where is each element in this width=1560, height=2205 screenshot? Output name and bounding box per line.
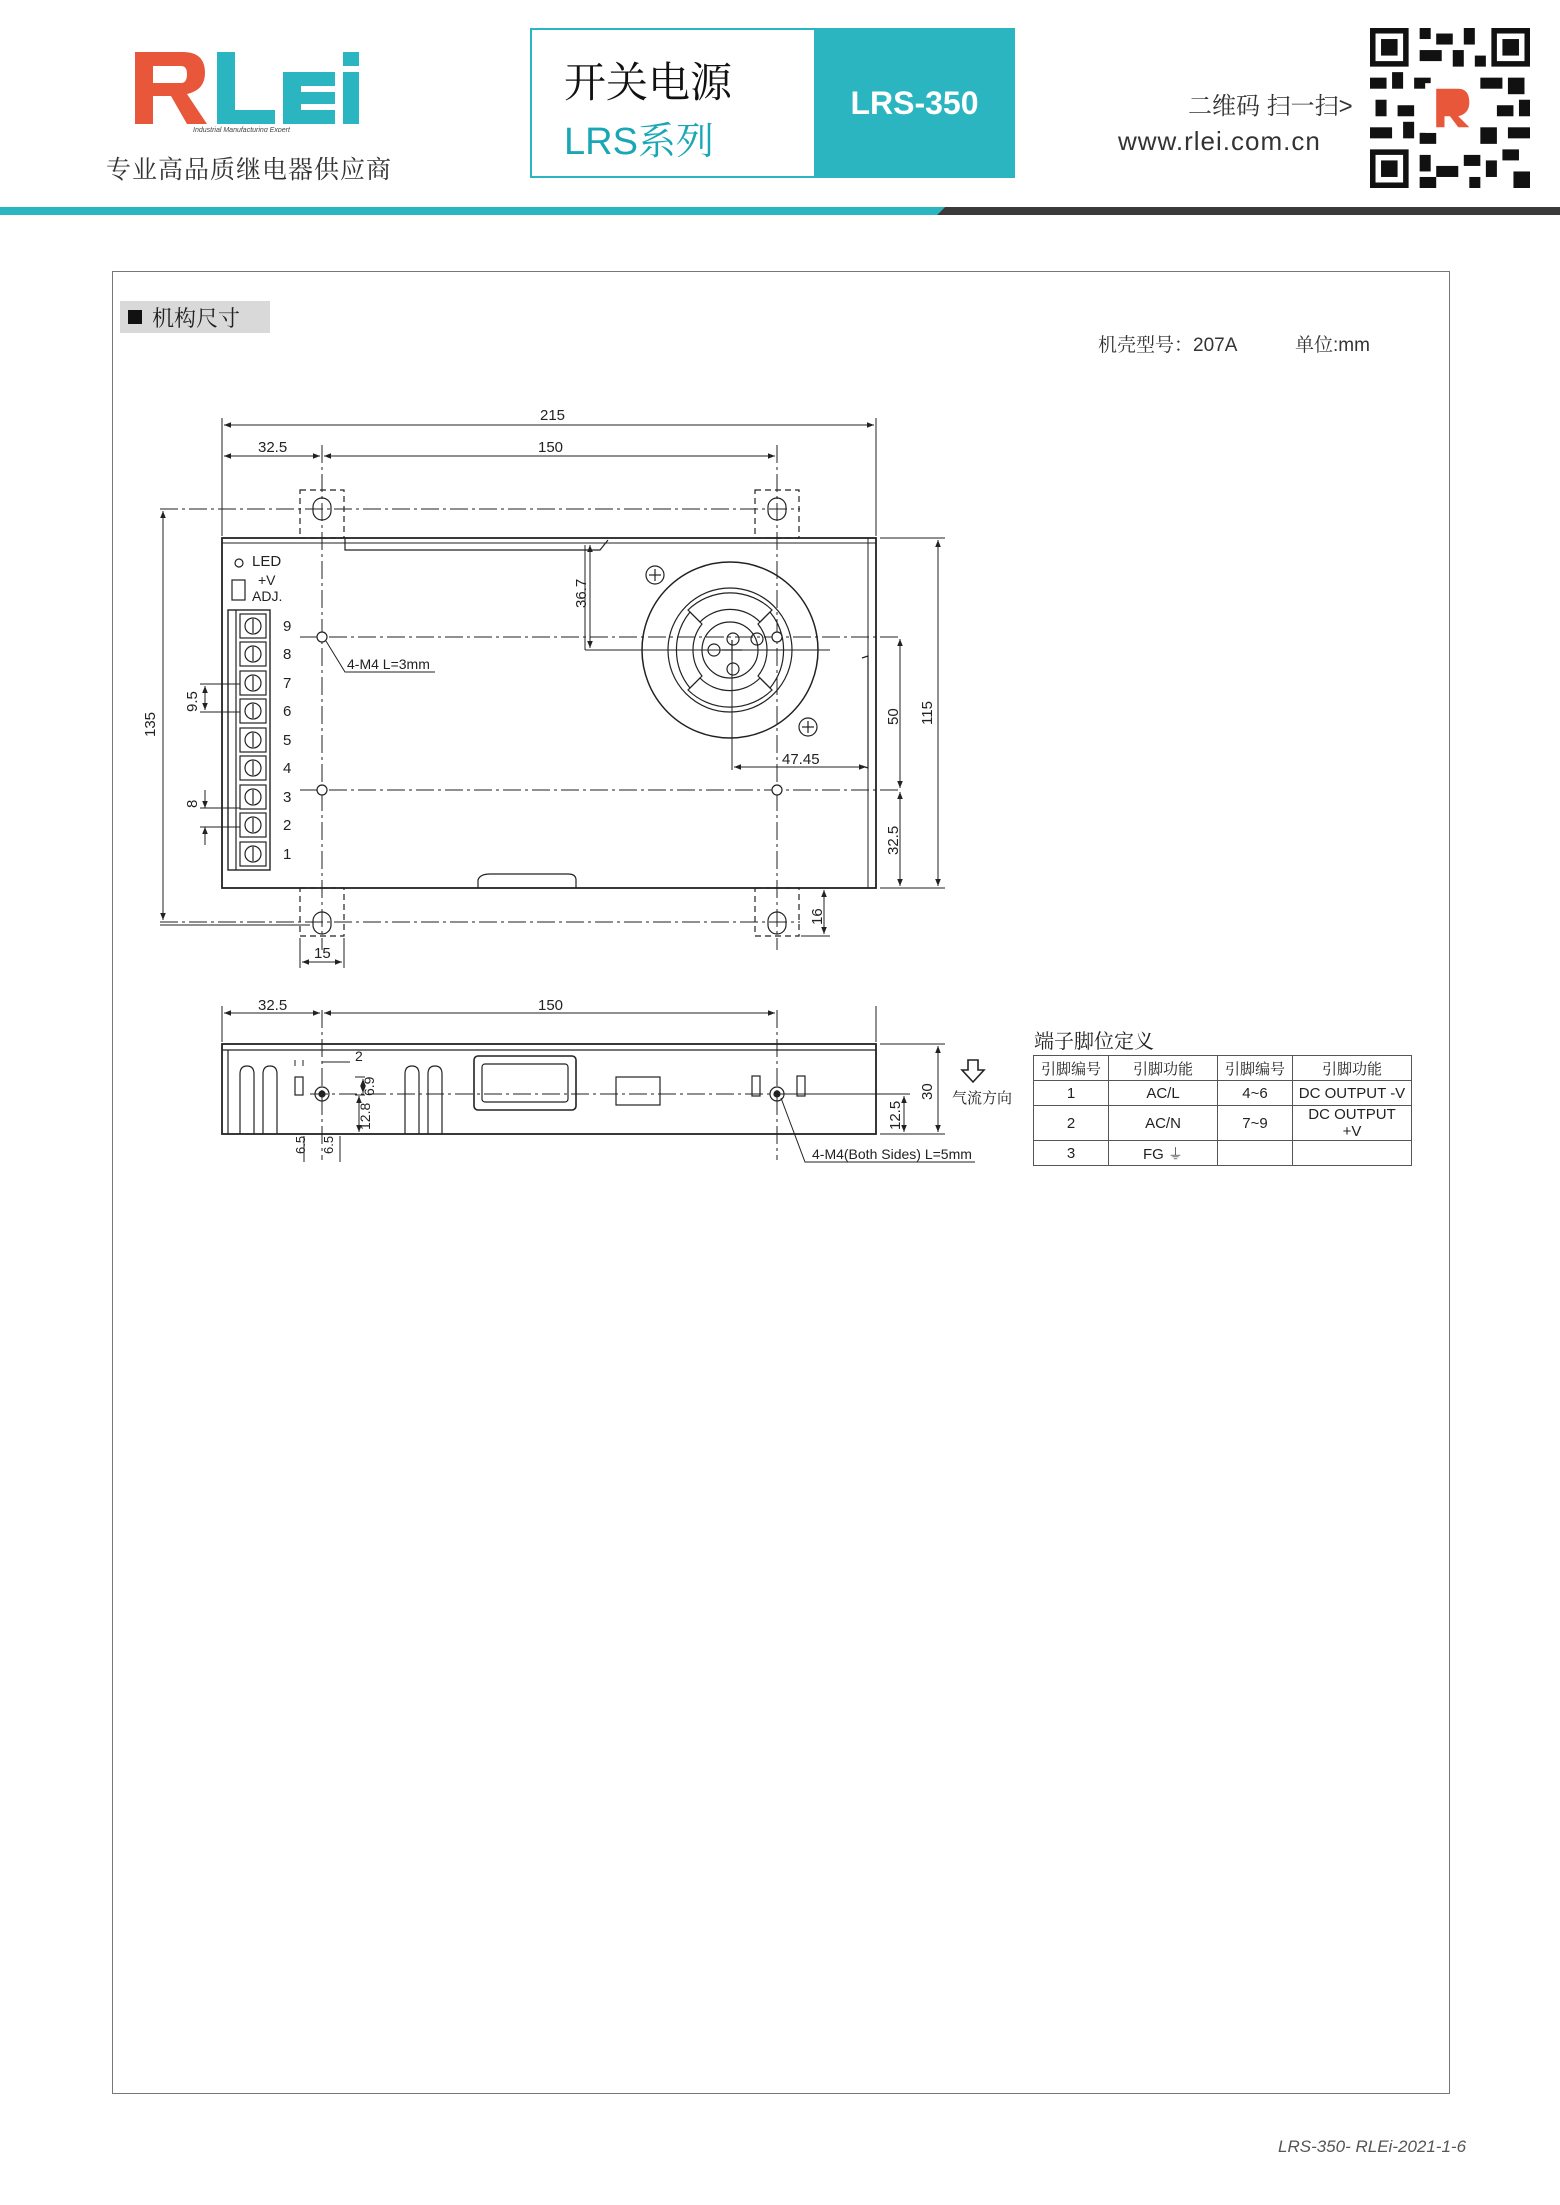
- pin-table-title: 端子脚位定义: [1034, 1029, 1154, 1053]
- side-dim-height: 30: [919, 1083, 936, 1100]
- case-label: 机壳型号：207A: [1098, 335, 1238, 356]
- table-cell: 2: [1034, 1106, 1109, 1141]
- terminal-label: 9: [283, 618, 292, 635]
- led-label: LED: [252, 553, 282, 570]
- product-category: 开关电源: [564, 59, 733, 106]
- side-dim-hole-height: 12.8: [357, 1102, 373, 1130]
- dim-fan-top: 36.7: [573, 578, 590, 608]
- dim-hole-bottom: 32.5: [885, 825, 902, 855]
- dim-tab-width: 15: [314, 945, 331, 962]
- dim-hole-spacing: 150: [538, 439, 564, 456]
- vplus-label: +V: [258, 572, 276, 588]
- adj-label: ADJ.: [252, 588, 283, 604]
- table-cell: DC OUTPUT +V: [1293, 1106, 1412, 1141]
- dim-hole-vertical: 50: [885, 708, 902, 725]
- header-cell: 引脚功能: [1109, 1056, 1218, 1081]
- side-dim-slot-width: 2: [355, 1048, 363, 1064]
- side-dim-left-offset: 32.5: [258, 997, 288, 1014]
- dim-left-offset: 32.5: [258, 439, 288, 456]
- side-dim-hole-bottom: 12.5: [887, 1100, 904, 1130]
- terminal-label: 1: [283, 846, 292, 863]
- pin-table-header: [1034, 1056, 1412, 1081]
- airflow-label: 气流方向: [952, 1089, 1013, 1107]
- qr-prompt: 二维码 扫一扫>: [1188, 93, 1353, 120]
- model-badge: LRS-350: [814, 28, 1015, 178]
- section-title-text: 机构尺寸: [152, 306, 241, 332]
- logo-subtext: Industrial Manufacturing Expert: [193, 127, 290, 132]
- document-footer: LRS-350- RLEi-2021-1-6: [1278, 2137, 1467, 2156]
- dim-tab-height: 16: [809, 908, 826, 925]
- side-dim-left-b: 6.5: [321, 1135, 336, 1154]
- table-cell: [1293, 1141, 1412, 1166]
- table-cell: DC OUTPUT -V: [1293, 1081, 1412, 1106]
- dim-terminal-pitch: 9.5: [184, 691, 201, 712]
- terminal-label: 4: [283, 760, 292, 777]
- table-cell: 4~6: [1218, 1081, 1293, 1106]
- header-cell: 引脚编号: [1218, 1056, 1293, 1081]
- terminal-label: 5: [283, 732, 292, 749]
- header-cell: 引脚功能: [1293, 1056, 1412, 1081]
- product-series: LRS系列: [564, 121, 714, 163]
- unit-label: 单位:mm: [1295, 335, 1370, 356]
- terminal-label: 2: [283, 817, 292, 834]
- terminal-label: 6: [283, 703, 292, 720]
- table-row: [1034, 1106, 1412, 1141]
- table-cell: 7~9: [1218, 1106, 1293, 1141]
- terminal-label: 8: [283, 646, 292, 663]
- table-cell: [1218, 1141, 1293, 1166]
- dim-height-body: 115: [919, 701, 936, 725]
- website-link[interactable]: www.rlei.com.cn: [1118, 126, 1321, 156]
- dim-overall-width: 215: [540, 407, 566, 424]
- side-dim-slot-height: 6.9: [361, 1076, 377, 1096]
- side-dim-left-a: 6.5: [293, 1135, 308, 1154]
- terminal-label: 7: [283, 675, 292, 692]
- dim-height-overall: 135: [142, 711, 159, 737]
- header-cell: 引脚编号: [1034, 1056, 1109, 1081]
- table-row: [1034, 1081, 1412, 1106]
- dim-terminal-width: 8: [184, 799, 201, 808]
- table-row: [1034, 1141, 1412, 1166]
- terminal-label: 3: [283, 789, 292, 806]
- side-dim-hole-spacing: 150: [538, 997, 564, 1014]
- table-cell: FG ⏚: [1109, 1141, 1218, 1166]
- screw-note-top: 4-M4 L=3mm: [347, 656, 430, 672]
- tagline: 专业高品质继电器供应商: [106, 156, 393, 184]
- screw-note-side: 4-M4(Both Sides) L=5mm: [812, 1146, 972, 1162]
- table-cell: 3: [1034, 1141, 1109, 1166]
- table-cell: AC/L: [1109, 1081, 1218, 1106]
- down-arrow-icon: [962, 1060, 984, 1082]
- dim-fan-offset: 47.45: [782, 751, 820, 768]
- pin-table: [1033, 1055, 1412, 1166]
- table-cell: AC/N: [1109, 1106, 1218, 1141]
- table-cell: 1: [1034, 1081, 1109, 1106]
